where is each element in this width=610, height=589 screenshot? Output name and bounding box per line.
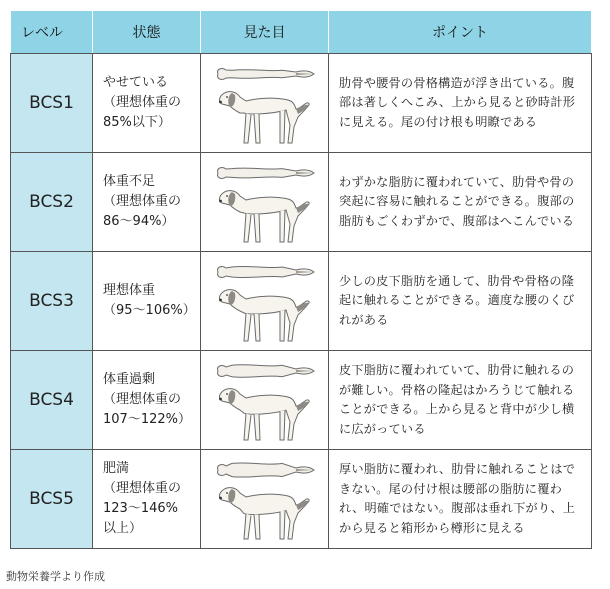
appearance-cell bbox=[201, 54, 329, 153]
appearance-cell bbox=[201, 153, 329, 252]
state-line: やせている bbox=[103, 75, 169, 90]
header-state: 状態 bbox=[93, 11, 201, 54]
state-line: （理想体重の bbox=[103, 194, 182, 209]
state-line: 107〜122%） bbox=[103, 412, 191, 427]
body-state bbox=[93, 54, 201, 153]
dog-side-view bbox=[219, 389, 309, 440]
bcs-level: BCS4 bbox=[11, 351, 93, 450]
state-line: （理想体重の bbox=[103, 481, 182, 496]
state-line: 体重不足 bbox=[103, 174, 156, 189]
dog-top-view bbox=[217, 365, 313, 378]
bcs-level: BCS1 bbox=[11, 54, 93, 153]
state-line: 肥満 bbox=[103, 461, 130, 476]
body-state bbox=[93, 351, 201, 450]
source-note: 動物栄養学より作成 bbox=[6, 570, 105, 583]
appearance-cell bbox=[201, 252, 329, 351]
header-look: 見た目 bbox=[201, 11, 329, 54]
state-line: （95〜106%） bbox=[103, 303, 196, 318]
state-line: 85%以下） bbox=[103, 115, 171, 130]
dog-side-view bbox=[219, 191, 309, 242]
table-row bbox=[11, 153, 592, 252]
dog-top-view bbox=[217, 69, 313, 80]
bcs-level: BCS3 bbox=[11, 252, 93, 351]
state-line: 理想体重 bbox=[103, 283, 156, 298]
table-header-row bbox=[11, 11, 592, 54]
dog-illustration bbox=[210, 57, 320, 149]
body-state bbox=[93, 153, 201, 252]
table-row bbox=[11, 54, 592, 153]
dog-illustration bbox=[210, 453, 320, 545]
dog-side-view bbox=[219, 290, 309, 341]
dog-top-view bbox=[217, 266, 313, 277]
appearance-cell bbox=[201, 450, 329, 549]
dog-top-view bbox=[217, 463, 313, 477]
header-level: レベル bbox=[11, 11, 93, 54]
state-line: 123〜146% bbox=[103, 501, 178, 516]
dog-illustration bbox=[210, 255, 320, 347]
table-row bbox=[11, 252, 592, 351]
state-line: （理想体重の bbox=[103, 392, 182, 407]
appearance-cell bbox=[201, 351, 329, 450]
state-line: 以上） bbox=[103, 521, 143, 536]
table-row bbox=[11, 351, 592, 450]
dog-side-view bbox=[219, 92, 309, 143]
point-description: 皮下脂肪に覆われていて、肋骨に触れるのが難しい。骨格の隆起はかろうじて触れることができる。上から見ると背中が少し横に広がっている bbox=[329, 351, 592, 450]
table-row bbox=[11, 450, 592, 549]
bcs-level: BCS2 bbox=[11, 153, 93, 252]
header-point: ポイント bbox=[329, 11, 592, 54]
point-description: 厚い脂肪に覆われ、肋骨に触れることはできない。尾の付け根は腰部の脂肪に覆われ、明確ではない。腹部は垂れ下がり、上から見ると箱形から樽形に見える bbox=[329, 450, 592, 549]
dog-top-view bbox=[217, 168, 313, 179]
point-description: 肋骨や腰骨の骨格構造が浮き出ている。腹部は著しくへこみ、上から見ると砂時計形に見える。尾の付け根も明瞭である bbox=[329, 54, 592, 153]
body-state bbox=[93, 450, 201, 549]
bcs-table bbox=[10, 10, 592, 549]
point-description: 少しの皮下脂肪を通して、肋骨や骨格の隆起に触れることができる。適度な腰のくびれがある bbox=[329, 252, 592, 351]
bcs-table-container bbox=[10, 10, 591, 549]
bcs-level: BCS5 bbox=[11, 450, 93, 549]
dog-illustration bbox=[210, 354, 320, 446]
dog-illustration bbox=[210, 156, 320, 248]
dog-side-view bbox=[219, 488, 309, 539]
state-line: 86〜94%） bbox=[103, 214, 175, 229]
table-body bbox=[11, 54, 592, 549]
point-description: わずかな脂肪に覆われていて、肋骨や骨の突起に容易に触れることができる。腹部の脂肪もごくわずかで、腹部はへこんでいる bbox=[329, 153, 592, 252]
body-state bbox=[93, 252, 201, 351]
state-line: （理想体重の bbox=[103, 95, 182, 110]
state-line: 体重過剰 bbox=[103, 372, 156, 387]
